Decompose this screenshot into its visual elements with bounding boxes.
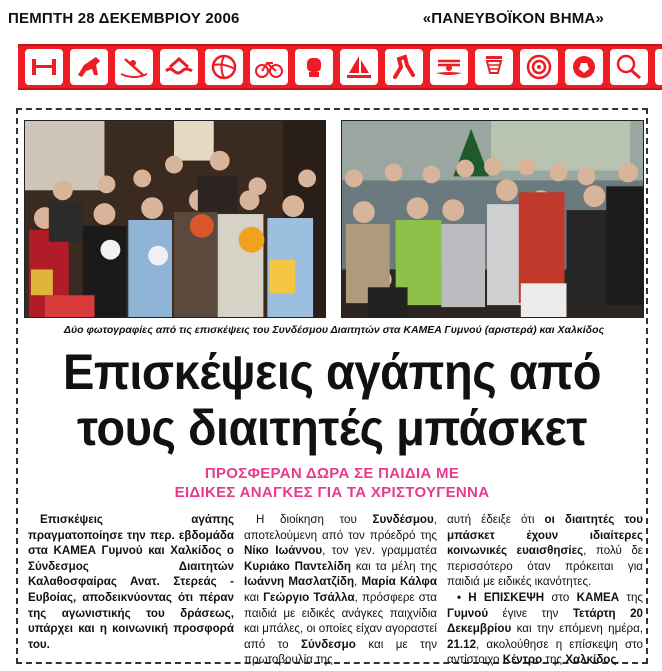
equestrian-icon: [70, 49, 108, 85]
text-run: , πρόσφερε στα παιδιά με ειδικές ανάγκες παιχνίδια και μπάλες, οι οποίες είχαν αγοραστεί από το: [244, 590, 437, 651]
text-run: 21.12: [447, 637, 477, 651]
article-column-1: Επισκέψεις αγάπης πραγματοποίησε την περ. εβδομάδα στα ΚΑΜΕΑ Γυμνού και Χαλκίδος ο Σύνδεσμος Διαιτητών Καλαθοσφαίρας Ανατ. Στερεάς - Ευβοίας, αποδεικνύοντας ότι πέραν της αγωνιστικής του δράσεως, υπάρχει και η κοινωνική προσφορά του.: [28, 513, 234, 651]
text-run: Γεώργιο Τσάλλα: [263, 590, 355, 604]
weightlifting-icon: [25, 49, 63, 85]
text-run: και με την πρωτοβουλία της: [244, 637, 437, 667]
text-run: Σύνδεσμο: [301, 637, 356, 651]
text-run: Κέντρο: [502, 653, 543, 667]
archery-icon: [520, 49, 558, 85]
text-run: και: [244, 590, 264, 604]
photo-caption: Δύο φωτογραφίες από τις επισκέψεις του Συνδέσμου Διαιτητών στα ΚΑΜΕΑ Γυμνού (αριστερά) και Χαλκίδος: [63, 324, 605, 336]
text-run: Η διοίκηση του: [256, 513, 373, 526]
issue-date: ΠΕΜΠΤΗ 28 ΔΕΚΕΜΒΡΙΟΥ 2006: [8, 10, 240, 27]
text-run: , ακολούθησε η επίσκεψη στο αντίστοιχο: [447, 637, 643, 667]
text-run: Γυμνού: [447, 606, 489, 620]
text-run: ΚΑΜΕΑ: [576, 590, 620, 604]
subheadline-line-2: ΕΙΔΙΚΕΣ ΑΝΑΓΚΕΣ ΓΙΑ ΤΑ ΧΡΙΣΤΟΥΓΕΝΝΑ: [174, 484, 490, 501]
text-run: , αποτελούμενη από τον πρόεδρό της: [244, 513, 437, 542]
article-column-3: [447, 512, 643, 668]
text-run: Τετάρτη 20 Δεκεμβρίου: [447, 606, 643, 636]
text-run: έγινε την: [488, 606, 573, 620]
photo-kamea-gymnou: [24, 120, 326, 318]
text-run: , τον γεν. γραμματέα: [322, 544, 437, 558]
text-run: ,: [354, 575, 362, 589]
kayak-icon: [430, 49, 468, 85]
tennis-icon: [610, 49, 648, 85]
text-run: στο: [544, 590, 577, 604]
text-run: της: [542, 653, 566, 667]
text-run: Μαρία Κάλφα: [361, 575, 437, 589]
subheadline: [20, 464, 644, 502]
swimming-icon: [160, 49, 198, 85]
text-run: .: [616, 653, 620, 667]
rowing-icon: [115, 49, 153, 85]
text-run: και την επόμενη ημέρα,: [511, 622, 643, 636]
text-run: Νίκο Ιωάννου: [244, 544, 323, 558]
headline: [20, 344, 644, 456]
article-column-2: [244, 512, 437, 668]
basketball-icon: [475, 49, 513, 85]
text-run: οι διαιτητές του μπάσκετ έχουν ιδιαίτερες κοινωνικές ευαισθησίες: [447, 513, 643, 558]
handball-icon: [655, 49, 662, 85]
column-3-paragraph-1: [447, 512, 643, 590]
text-run: Συνδέσμου: [372, 513, 434, 526]
volleyball-icon: [205, 49, 243, 85]
text-run: Κυριάκο Παντελίδη: [244, 559, 352, 573]
headline-line-2: τους διαιτητές μπάσκετ: [77, 400, 587, 456]
fencing-icon: [385, 49, 423, 85]
subheadline-line-1: ΠΡΟΣΦΕΡΑΝ ΔΩΡΑ ΣΕ ΠΑΙΔΙΑ ΜΕ: [204, 465, 460, 482]
text-run: , πολύ δε περισσότερο όταν πρόκειται για παιδιά με ειδικές ικανότητες.: [447, 544, 643, 589]
text-run: • Η ΕΠΙΣΚΕΨΗ: [457, 590, 545, 604]
cycling-icon: [250, 49, 288, 85]
text-run: Χαλκίδος: [565, 653, 617, 667]
text-run: της: [619, 590, 643, 604]
text-run: Ιωάννη Μασλατζίδη: [244, 575, 355, 589]
page-header: [0, 0, 662, 40]
text-run: και τα μέλη της: [351, 559, 437, 573]
headline-line-1: Επισκέψεις αγάπης από: [62, 344, 602, 400]
sport-icons-bar: [18, 44, 662, 90]
column-3-paragraph-2: [447, 590, 643, 668]
boxing-icon: [295, 49, 333, 85]
football-icon: [565, 49, 603, 85]
sailing-icon: [340, 49, 378, 85]
photo-kamea-chalkidos: [341, 120, 644, 318]
text-run: αυτή έδειξε ότι: [447, 513, 545, 526]
newspaper-name: «ΠΑΝΕΥΒΟΪΚΟΝ ΒΗΜΑ»: [422, 10, 604, 27]
